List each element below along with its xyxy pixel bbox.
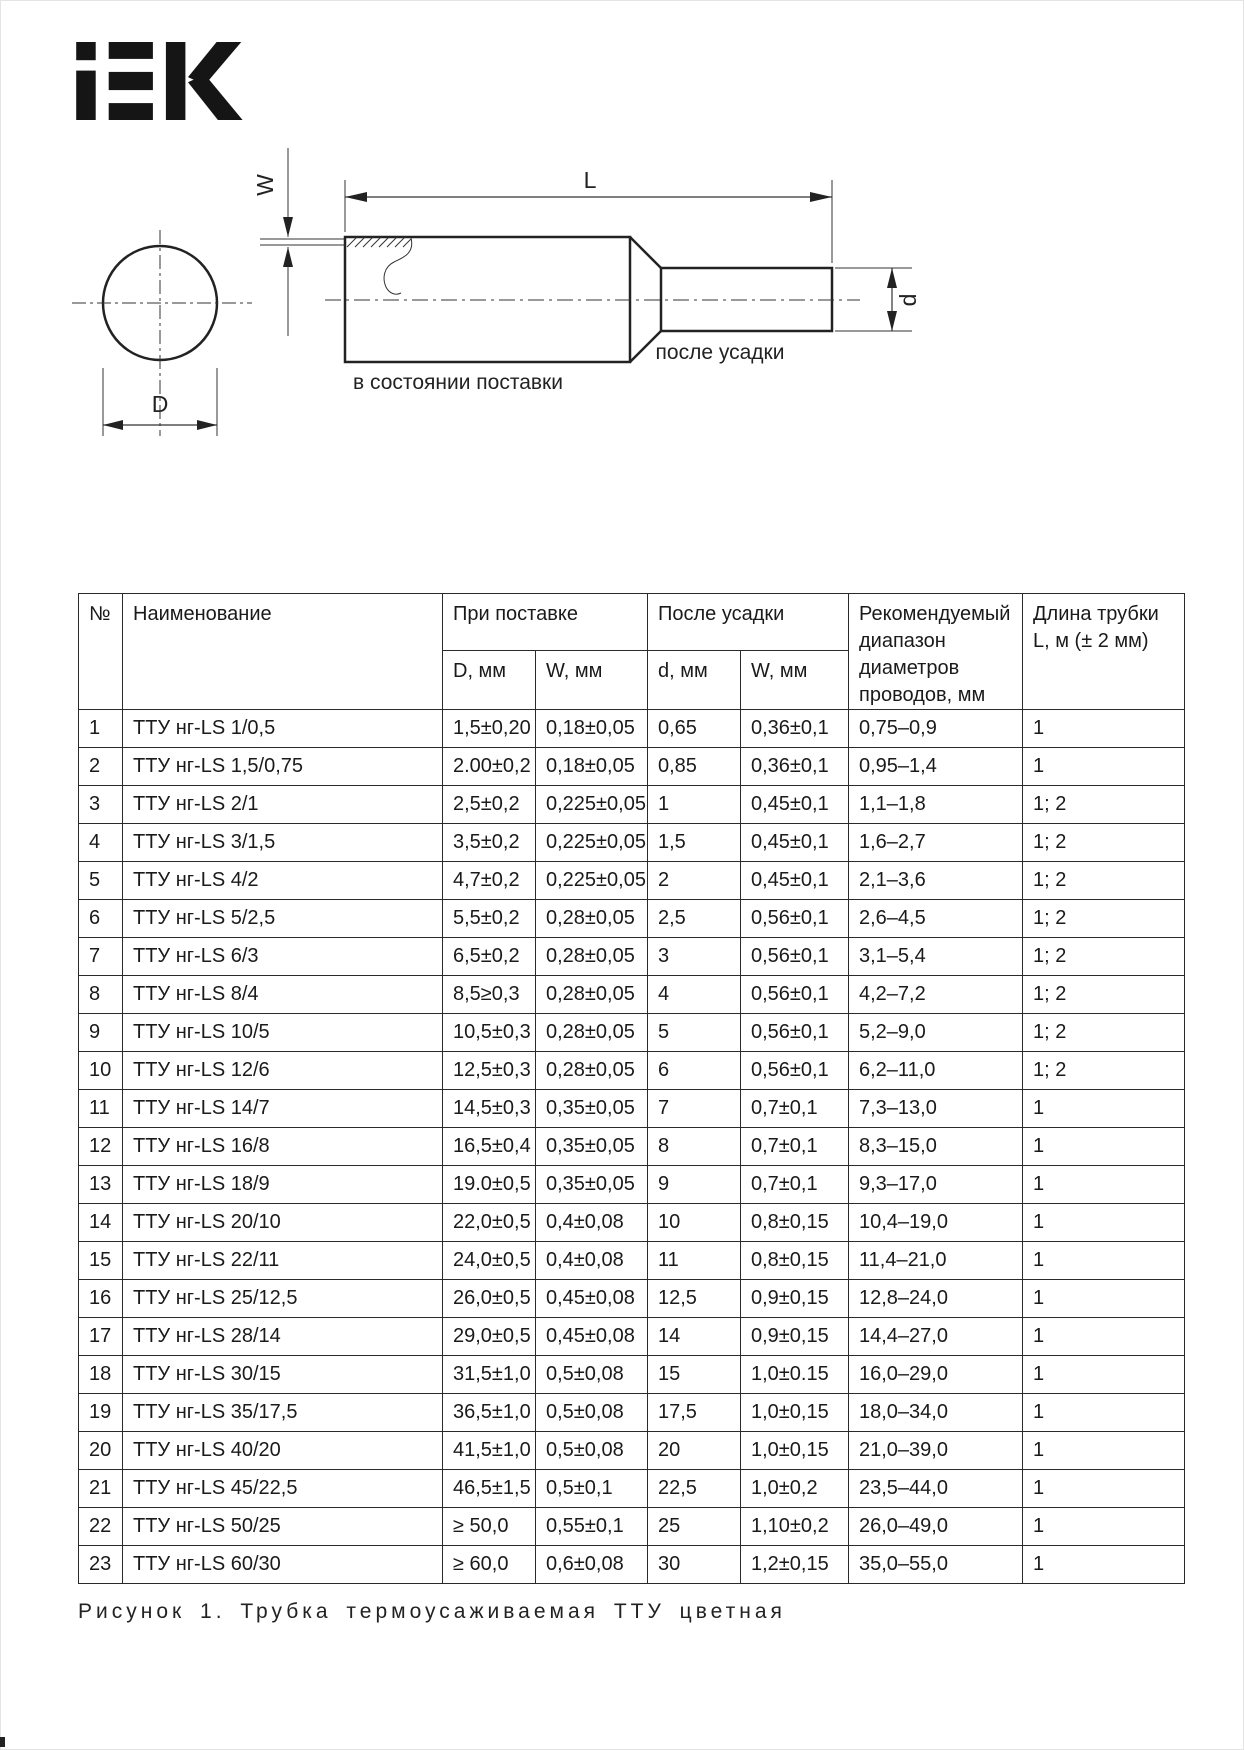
cell-num: 8 bbox=[79, 976, 123, 1014]
cell-D-supply: 36,5±1,0 bbox=[443, 1394, 536, 1432]
cell-W-shrunk: 1,0±0,15 bbox=[741, 1394, 849, 1432]
cell-diameter-range: 1,6–2,7 bbox=[849, 824, 1023, 862]
header-W-mm: W, мм bbox=[536, 650, 648, 709]
cell-num: 10 bbox=[79, 1052, 123, 1090]
cell-d-shrunk: 30 bbox=[648, 1546, 741, 1584]
iek-logo-icon bbox=[76, 42, 248, 120]
cell-name: ТТУ нг-LS 35/17,5 bbox=[123, 1394, 443, 1432]
cell-num: 6 bbox=[79, 900, 123, 938]
header-tube-length: Длина трубки L, м (± 2 мм) bbox=[1023, 594, 1185, 710]
cell-W-shrunk: 0,7±0,1 bbox=[741, 1090, 849, 1128]
cell-tube-length: 1 bbox=[1023, 1280, 1185, 1318]
cell-W-supply: 0,225±0,05 bbox=[536, 862, 648, 900]
cell-diameter-range: 10,4–19,0 bbox=[849, 1204, 1023, 1242]
table-row bbox=[79, 862, 1185, 900]
cell-D-supply: 26,0±0,5 bbox=[443, 1280, 536, 1318]
cell-name: ТТУ нг-LS 5/2,5 bbox=[123, 900, 443, 938]
header-d-mm: d, мм bbox=[648, 650, 741, 709]
cell-D-supply: 46,5±1,5 bbox=[443, 1470, 536, 1508]
cell-num: 23 bbox=[79, 1546, 123, 1584]
cell-num: 3 bbox=[79, 786, 123, 824]
spec-table bbox=[78, 593, 1185, 1584]
cell-num: 17 bbox=[79, 1318, 123, 1356]
cell-W-shrunk: 0,9±0,15 bbox=[741, 1318, 849, 1356]
cell-name: ТТУ нг-LS 22/11 bbox=[123, 1242, 443, 1280]
cell-tube-length: 1; 2 bbox=[1023, 900, 1185, 938]
dim-label-L: L bbox=[583, 167, 597, 193]
cell-W-shrunk: 1,0±0,2 bbox=[741, 1470, 849, 1508]
side-view bbox=[252, 148, 921, 394]
table-row bbox=[79, 1432, 1185, 1470]
table-row bbox=[79, 1546, 1185, 1584]
header-diameter-range: Рекомендуемый диапазон диаметров проводов, мм bbox=[849, 594, 1023, 710]
cell-diameter-range: 4,2–7,2 bbox=[849, 976, 1023, 1014]
cell-num: 12 bbox=[79, 1128, 123, 1166]
cell-d-shrunk: 15 bbox=[648, 1356, 741, 1394]
table-row bbox=[79, 1242, 1185, 1280]
label-shrunk-state: после усадки bbox=[655, 341, 785, 364]
cell-name: ТТУ нг-LS 28/14 bbox=[123, 1318, 443, 1356]
cell-D-supply: 22,0±0,5 bbox=[443, 1204, 536, 1242]
cell-D-supply: ≥ 60,0 bbox=[443, 1546, 536, 1584]
cell-name: ТТУ нг-LS 14/7 bbox=[123, 1090, 443, 1128]
cell-W-supply: 0,225±0,05 bbox=[536, 824, 648, 862]
cell-d-shrunk: 0,65 bbox=[648, 710, 741, 748]
cell-name: ТТУ нг-LS 8/4 bbox=[123, 976, 443, 1014]
cell-d-shrunk: 6 bbox=[648, 1052, 741, 1090]
cell-name: ТТУ нг-LS 10/5 bbox=[123, 1014, 443, 1052]
cell-tube-length: 1 bbox=[1023, 1166, 1185, 1204]
cell-diameter-range: 0,75–0,9 bbox=[849, 710, 1023, 748]
cell-d-shrunk: 14 bbox=[648, 1318, 741, 1356]
cell-num: 11 bbox=[79, 1090, 123, 1128]
cell-W-supply: 0,45±0,08 bbox=[536, 1280, 648, 1318]
cell-W-shrunk: 0,56±0,1 bbox=[741, 938, 849, 976]
table-row bbox=[79, 1128, 1185, 1166]
cell-num: 19 bbox=[79, 1394, 123, 1432]
cell-W-shrunk: 1,0±0,15 bbox=[741, 1432, 849, 1470]
cell-D-supply: 24,0±0,5 bbox=[443, 1242, 536, 1280]
cell-W-shrunk: 0,36±0,1 bbox=[741, 710, 849, 748]
cell-W-shrunk: 0,45±0,1 bbox=[741, 824, 849, 862]
cell-W-shrunk: 1,2±0,15 bbox=[741, 1546, 849, 1584]
front-view bbox=[72, 230, 252, 436]
cell-D-supply: 41,5±1,0 bbox=[443, 1432, 536, 1470]
cell-num: 20 bbox=[79, 1432, 123, 1470]
cell-W-supply: 0,5±0,1 bbox=[536, 1470, 648, 1508]
header-delivery-group: При поставке bbox=[443, 594, 648, 651]
cell-D-supply: 6,5±0,2 bbox=[443, 938, 536, 976]
cell-W-shrunk: 0,56±0,1 bbox=[741, 900, 849, 938]
cell-diameter-range: 21,0–39,0 bbox=[849, 1432, 1023, 1470]
cell-W-shrunk: 1,0±0.15 bbox=[741, 1356, 849, 1394]
cell-D-supply: 8,5≥0,3 bbox=[443, 976, 536, 1014]
cell-tube-length: 1; 2 bbox=[1023, 786, 1185, 824]
cell-name: ТТУ нг-LS 30/15 bbox=[123, 1356, 443, 1394]
table-row bbox=[79, 1204, 1185, 1242]
cell-d-shrunk: 1 bbox=[648, 786, 741, 824]
cell-diameter-range: 18,0–34,0 bbox=[849, 1394, 1023, 1432]
cell-W-supply: 0,28±0,05 bbox=[536, 976, 648, 1014]
cell-W-supply: 0,18±0,05 bbox=[536, 710, 648, 748]
cell-D-supply: 4,7±0,2 bbox=[443, 862, 536, 900]
cell-diameter-range: 7,3–13,0 bbox=[849, 1090, 1023, 1128]
cell-diameter-range: 8,3–15,0 bbox=[849, 1128, 1023, 1166]
cell-diameter-range: 11,4–21,0 bbox=[849, 1242, 1023, 1280]
cell-diameter-range: 3,1–5,4 bbox=[849, 938, 1023, 976]
cell-name: ТТУ нг-LS 50/25 bbox=[123, 1508, 443, 1546]
table-row bbox=[79, 976, 1185, 1014]
cell-d-shrunk: 5 bbox=[648, 1014, 741, 1052]
cell-num: 15 bbox=[79, 1242, 123, 1280]
dim-label-d: d bbox=[895, 293, 921, 307]
cell-W-supply: 0,28±0,05 bbox=[536, 1014, 648, 1052]
cell-tube-length: 1 bbox=[1023, 1204, 1185, 1242]
header-W2-mm: W, мм bbox=[741, 650, 849, 709]
cell-W-supply: 0,18±0,05 bbox=[536, 748, 648, 786]
cell-diameter-range: 1,1–1,8 bbox=[849, 786, 1023, 824]
cell-W-supply: 0,28±0,05 bbox=[536, 900, 648, 938]
cell-d-shrunk: 22,5 bbox=[648, 1470, 741, 1508]
cell-d-shrunk: 11 bbox=[648, 1242, 741, 1280]
cell-W-shrunk: 0,56±0,1 bbox=[741, 976, 849, 1014]
cell-W-supply: 0,4±0,08 bbox=[536, 1242, 648, 1280]
cell-tube-length: 1 bbox=[1023, 1090, 1185, 1128]
cell-tube-length: 1 bbox=[1023, 1470, 1185, 1508]
cell-num: 2 bbox=[79, 748, 123, 786]
cell-d-shrunk: 25 bbox=[648, 1508, 741, 1546]
cell-tube-length: 1 bbox=[1023, 1356, 1185, 1394]
cell-W-shrunk: 0,8±0,15 bbox=[741, 1242, 849, 1280]
cell-W-supply: 0,55±0,1 bbox=[536, 1508, 648, 1546]
cell-W-supply: 0,5±0,08 bbox=[536, 1432, 648, 1470]
cell-W-supply: 0,28±0,05 bbox=[536, 938, 648, 976]
technical-drawing bbox=[60, 140, 960, 480]
header-shrunk-group: После усадки bbox=[648, 594, 849, 651]
cell-diameter-range: 35,0–55,0 bbox=[849, 1546, 1023, 1584]
iek-logo bbox=[76, 42, 248, 120]
cell-name: ТТУ нг-LS 40/20 bbox=[123, 1432, 443, 1470]
cell-tube-length: 1 bbox=[1023, 1128, 1185, 1166]
cell-D-supply: 29,0±0,5 bbox=[443, 1318, 536, 1356]
cell-diameter-range: 6,2–11,0 bbox=[849, 1052, 1023, 1090]
table-row bbox=[79, 1052, 1185, 1090]
cell-D-supply: 5,5±0,2 bbox=[443, 900, 536, 938]
cell-D-supply: 2.00±0,2 bbox=[443, 748, 536, 786]
cell-diameter-range: 2,1–3,6 bbox=[849, 862, 1023, 900]
cell-num: 21 bbox=[79, 1470, 123, 1508]
wall-hatching bbox=[347, 237, 411, 247]
cell-name: ТТУ нг-LS 2/1 bbox=[123, 786, 443, 824]
cell-tube-length: 1 bbox=[1023, 1242, 1185, 1280]
cell-d-shrunk: 17,5 bbox=[648, 1394, 741, 1432]
cell-diameter-range: 16,0–29,0 bbox=[849, 1356, 1023, 1394]
cell-W-supply: 0,6±0,08 bbox=[536, 1546, 648, 1584]
label-delivery-state: в состоянии поставки bbox=[353, 371, 563, 394]
cell-name: ТТУ нг-LS 45/22,5 bbox=[123, 1470, 443, 1508]
table-row bbox=[79, 824, 1185, 862]
cell-name: ТТУ нг-LS 20/10 bbox=[123, 1204, 443, 1242]
cell-d-shrunk: 4 bbox=[648, 976, 741, 1014]
table-row bbox=[79, 1356, 1185, 1394]
table-row bbox=[79, 1090, 1185, 1128]
cell-D-supply: 12,5±0,3 bbox=[443, 1052, 536, 1090]
cell-num: 13 bbox=[79, 1166, 123, 1204]
cell-num: 18 bbox=[79, 1356, 123, 1394]
cell-W-supply: 0,225±0,05 bbox=[536, 786, 648, 824]
table-header bbox=[79, 594, 1185, 710]
cell-d-shrunk: 10 bbox=[648, 1204, 741, 1242]
cell-diameter-range: 26,0–49,0 bbox=[849, 1508, 1023, 1546]
table-row bbox=[79, 1508, 1185, 1546]
cell-num: 14 bbox=[79, 1204, 123, 1242]
cell-name: ТТУ нг-LS 18/9 bbox=[123, 1166, 443, 1204]
cell-W-shrunk: 1,10±0,2 bbox=[741, 1508, 849, 1546]
table-row bbox=[79, 938, 1185, 976]
cell-d-shrunk: 7 bbox=[648, 1090, 741, 1128]
dim-label-D: D bbox=[151, 391, 169, 417]
cell-d-shrunk: 8 bbox=[648, 1128, 741, 1166]
cell-tube-length: 1; 2 bbox=[1023, 1052, 1185, 1090]
cell-D-supply: 31,5±1,0 bbox=[443, 1356, 536, 1394]
cell-tube-length: 1; 2 bbox=[1023, 824, 1185, 862]
cell-W-shrunk: 0,36±0,1 bbox=[741, 748, 849, 786]
cell-d-shrunk: 0,85 bbox=[648, 748, 741, 786]
cell-d-shrunk: 9 bbox=[648, 1166, 741, 1204]
cell-diameter-range: 2,6–4,5 bbox=[849, 900, 1023, 938]
cell-W-shrunk: 0,8±0,15 bbox=[741, 1204, 849, 1242]
cell-tube-length: 1 bbox=[1023, 1318, 1185, 1356]
table-row bbox=[79, 1166, 1185, 1204]
cell-D-supply: 10,5±0,3 bbox=[443, 1014, 536, 1052]
cell-diameter-range: 0,95–1,4 bbox=[849, 748, 1023, 786]
table-body bbox=[79, 710, 1185, 1584]
cell-tube-length: 1; 2 bbox=[1023, 976, 1185, 1014]
header-num: № bbox=[79, 594, 123, 710]
cell-num: 7 bbox=[79, 938, 123, 976]
cell-W-supply: 0,45±0,08 bbox=[536, 1318, 648, 1356]
cell-W-shrunk: 0,9±0,15 bbox=[741, 1280, 849, 1318]
cell-tube-length: 1 bbox=[1023, 1508, 1185, 1546]
cell-tube-length: 1 bbox=[1023, 1394, 1185, 1432]
cell-W-shrunk: 0,56±0,1 bbox=[741, 1014, 849, 1052]
cell-num: 1 bbox=[79, 710, 123, 748]
cell-D-supply: 2,5±0,2 bbox=[443, 786, 536, 824]
cell-d-shrunk: 20 bbox=[648, 1432, 741, 1470]
cell-d-shrunk: 12,5 bbox=[648, 1280, 741, 1318]
cell-d-shrunk: 2 bbox=[648, 862, 741, 900]
table-row bbox=[79, 900, 1185, 938]
cell-D-supply: 3,5±0,2 bbox=[443, 824, 536, 862]
cell-tube-length: 1 bbox=[1023, 710, 1185, 748]
cell-name: ТТУ нг-LS 16/8 bbox=[123, 1128, 443, 1166]
cell-W-shrunk: 0,7±0,1 bbox=[741, 1166, 849, 1204]
cell-tube-length: 1; 2 bbox=[1023, 938, 1185, 976]
cell-W-supply: 0,35±0,05 bbox=[536, 1128, 648, 1166]
cell-D-supply: ≥ 50,0 bbox=[443, 1508, 536, 1546]
cell-name: ТТУ нг-LS 1,5/0,75 bbox=[123, 748, 443, 786]
cell-diameter-range: 14,4–27,0 bbox=[849, 1318, 1023, 1356]
scan-artifact bbox=[0, 1737, 5, 1747]
cell-diameter-range: 9,3–17,0 bbox=[849, 1166, 1023, 1204]
cell-W-shrunk: 0,56±0,1 bbox=[741, 1052, 849, 1090]
cell-tube-length: 1; 2 bbox=[1023, 862, 1185, 900]
cell-num: 9 bbox=[79, 1014, 123, 1052]
table-row bbox=[79, 710, 1185, 748]
cell-D-supply: 19.0±0,5 bbox=[443, 1166, 536, 1204]
cell-name: ТТУ нг-LS 25/12,5 bbox=[123, 1280, 443, 1318]
cell-num: 22 bbox=[79, 1508, 123, 1546]
cell-d-shrunk: 1,5 bbox=[648, 824, 741, 862]
header-D-mm: D, мм bbox=[443, 650, 536, 709]
cell-name: ТТУ нг-LS 4/2 bbox=[123, 862, 443, 900]
cell-D-supply: 14,5±0,3 bbox=[443, 1090, 536, 1128]
cell-name: ТТУ нг-LS 12/6 bbox=[123, 1052, 443, 1090]
cell-W-shrunk: 0,45±0,1 bbox=[741, 862, 849, 900]
cell-diameter-range: 23,5–44,0 bbox=[849, 1470, 1023, 1508]
cell-W-supply: 0,35±0,05 bbox=[536, 1166, 648, 1204]
cell-diameter-range: 5,2–9,0 bbox=[849, 1014, 1023, 1052]
cell-D-supply: 1,5±0,20 bbox=[443, 710, 536, 748]
cell-d-shrunk: 2,5 bbox=[648, 900, 741, 938]
cell-d-shrunk: 3 bbox=[648, 938, 741, 976]
figure-caption: Рисунок 1. Трубка термоусаживаемая ТТУ цветная bbox=[78, 1600, 786, 1623]
cell-W-supply: 0,28±0,05 bbox=[536, 1052, 648, 1090]
cell-num: 5 bbox=[79, 862, 123, 900]
cell-W-supply: 0,5±0,08 bbox=[536, 1356, 648, 1394]
table-row bbox=[79, 1280, 1185, 1318]
cell-tube-length: 1 bbox=[1023, 1432, 1185, 1470]
cell-W-shrunk: 0,45±0,1 bbox=[741, 786, 849, 824]
table-row bbox=[79, 748, 1185, 786]
cell-name: ТТУ нг-LS 6/3 bbox=[123, 938, 443, 976]
cell-num: 16 bbox=[79, 1280, 123, 1318]
cell-name: ТТУ нг-LS 1/0,5 bbox=[123, 710, 443, 748]
cell-name: ТТУ нг-LS 60/30 bbox=[123, 1546, 443, 1584]
table-row bbox=[79, 1014, 1185, 1052]
cell-num: 4 bbox=[79, 824, 123, 862]
cell-diameter-range: 12,8–24,0 bbox=[849, 1280, 1023, 1318]
table-row bbox=[79, 1394, 1185, 1432]
cell-W-supply: 0,5±0,08 bbox=[536, 1394, 648, 1432]
table-row bbox=[79, 1318, 1185, 1356]
cell-tube-length: 1; 2 bbox=[1023, 1014, 1185, 1052]
cell-W-shrunk: 0,7±0,1 bbox=[741, 1128, 849, 1166]
cell-W-supply: 0,35±0,05 bbox=[536, 1090, 648, 1128]
cell-W-supply: 0,4±0,08 bbox=[536, 1204, 648, 1242]
table-row bbox=[79, 1470, 1185, 1508]
cell-D-supply: 16,5±0,4 bbox=[443, 1128, 536, 1166]
table-row bbox=[79, 786, 1185, 824]
dim-label-W: W bbox=[252, 174, 278, 196]
cell-tube-length: 1 bbox=[1023, 1546, 1185, 1584]
cell-tube-length: 1 bbox=[1023, 748, 1185, 786]
cell-name: ТТУ нг-LS 3/1,5 bbox=[123, 824, 443, 862]
header-name: Наименование bbox=[123, 594, 443, 710]
